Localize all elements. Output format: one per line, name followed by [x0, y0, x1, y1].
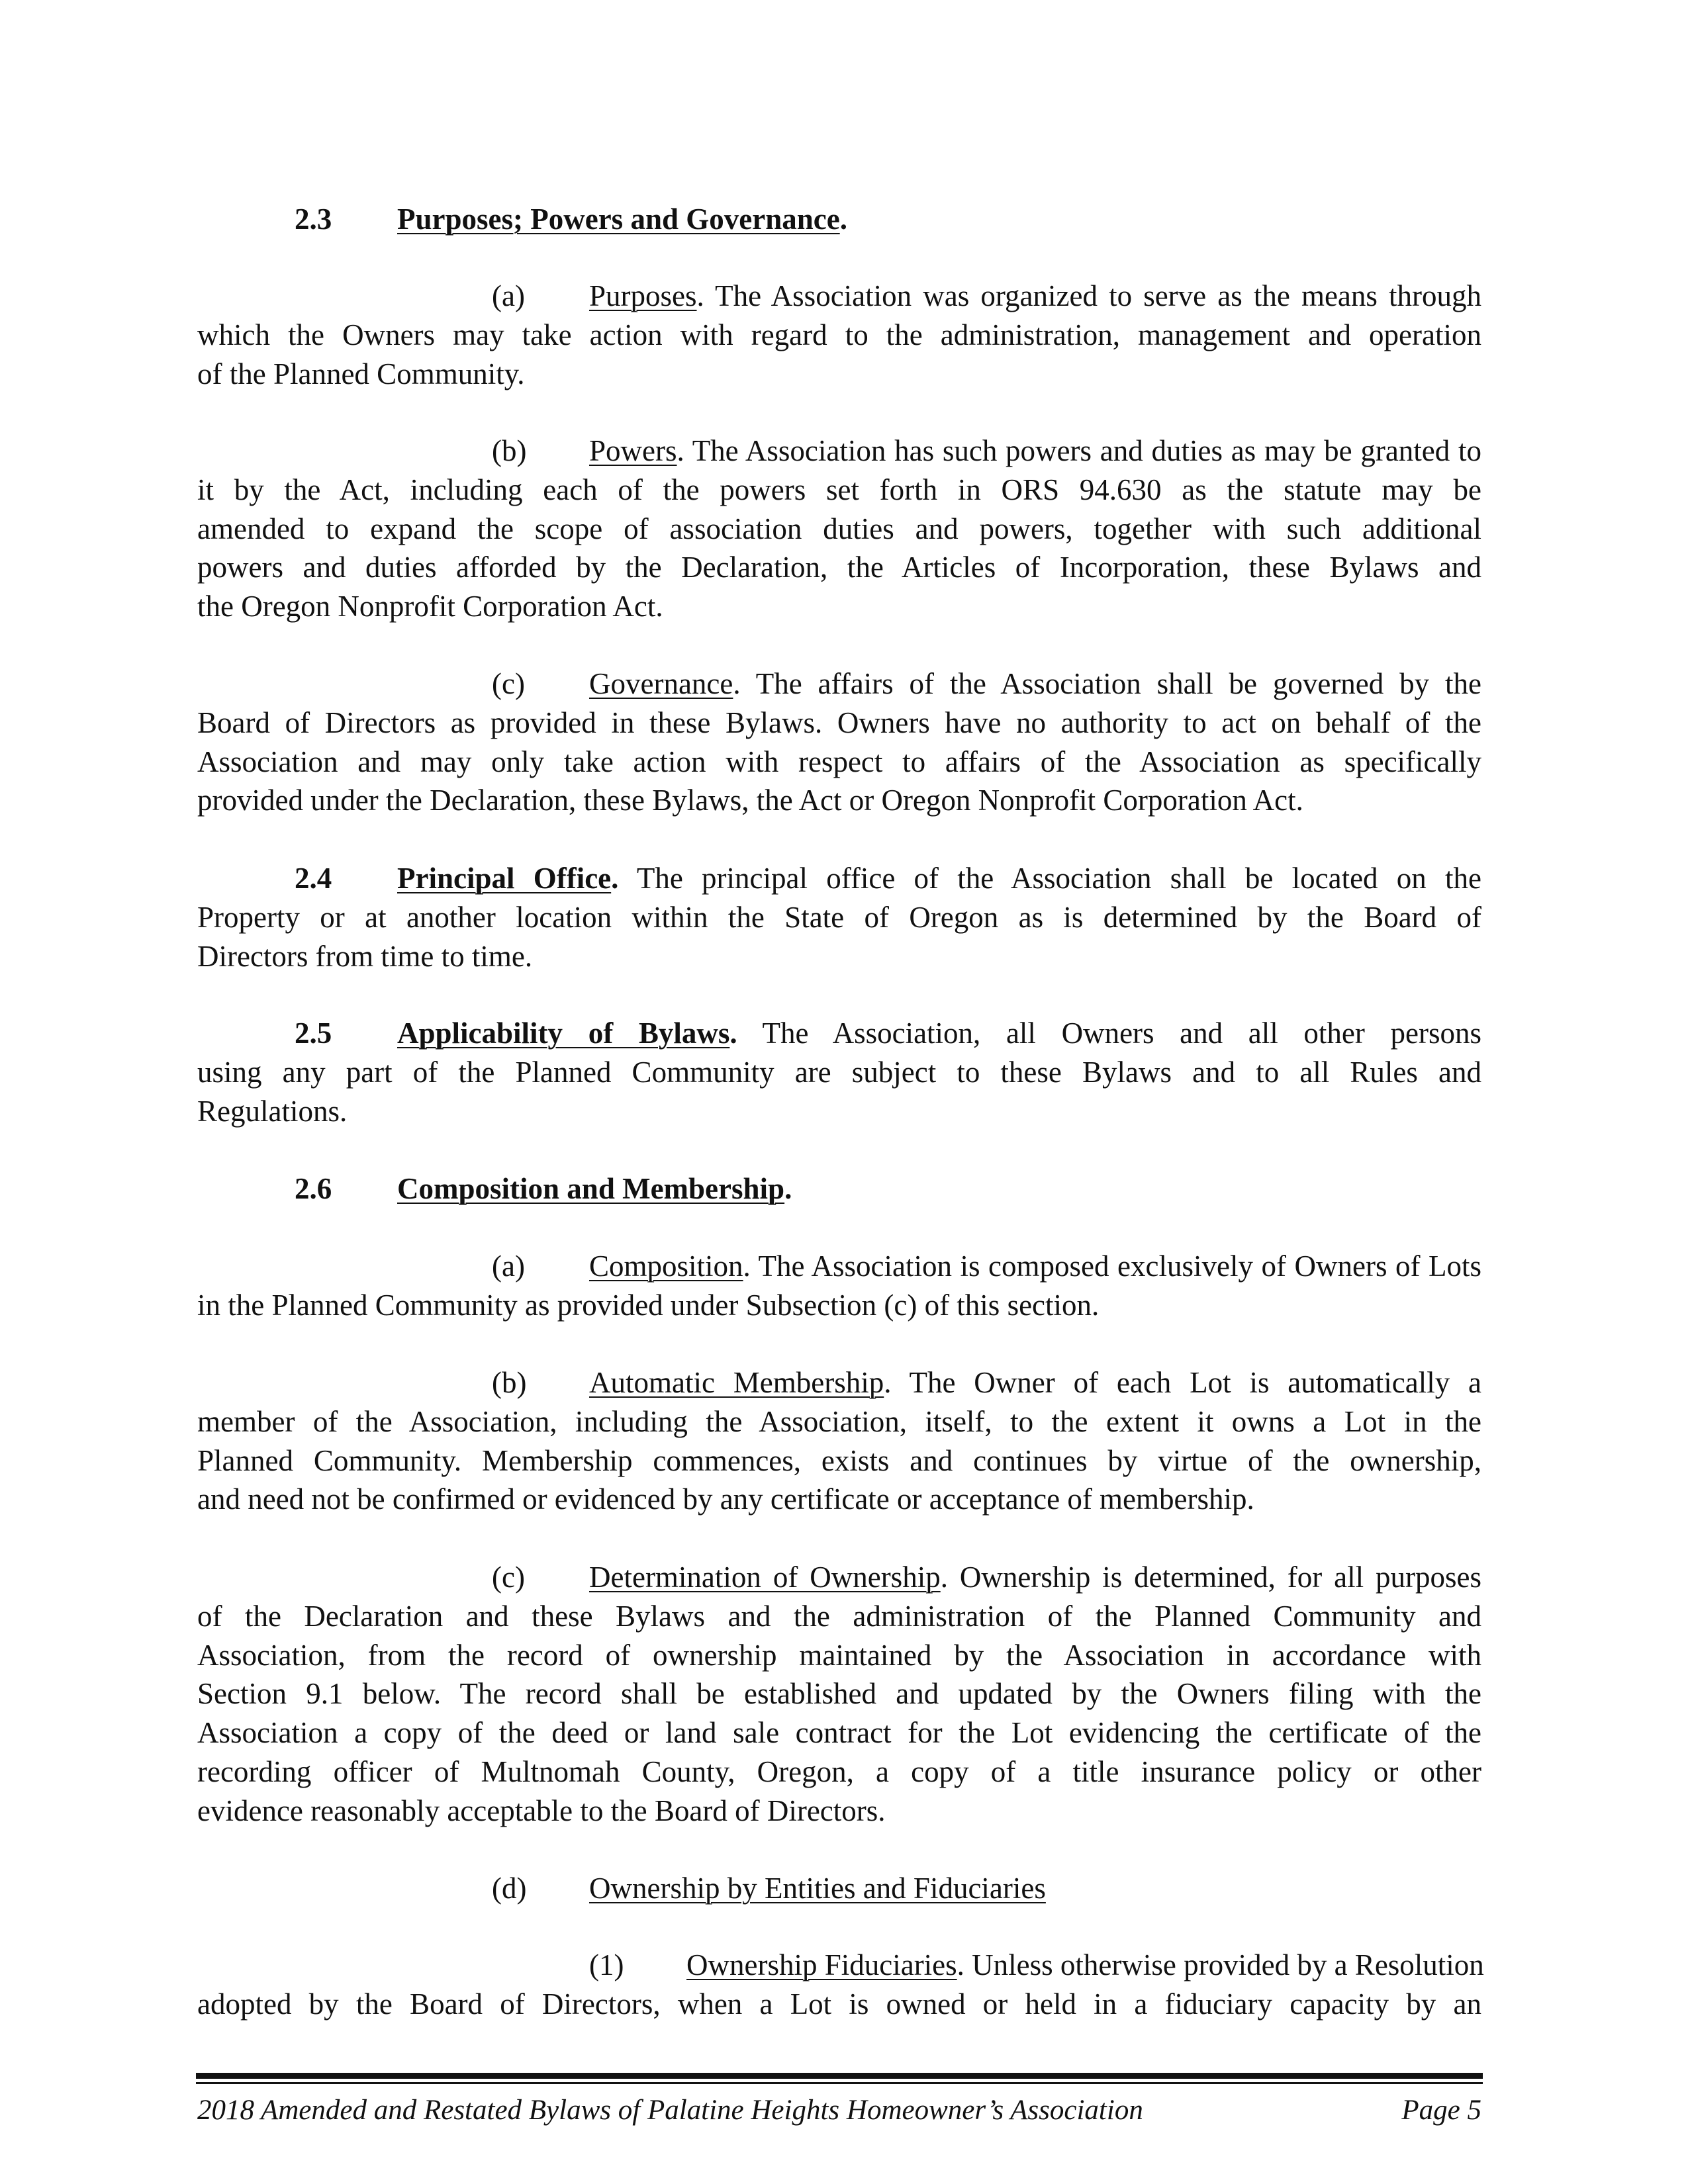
page-number: Page 5	[1401, 2095, 1481, 2126]
section-number: 2.5	[295, 1017, 332, 1050]
page-footer	[197, 2091, 1481, 2130]
section-title: Principal Office	[397, 862, 612, 895]
paragraph-2-6-a: (a) Composition. The Association is composed exclusively of Owners of Lots in the Planned Community as provided under Subsection (c) of this section.	[197, 1250, 1482, 1322]
subsection-title: Powers	[589, 434, 677, 467]
section-2-3-heading	[0, 200, 1688, 240]
paragraph-2-3-c: (c) Governance. The affairs of the Association shall be governed by the Board of Directors as provided in these Bylaws. Owners have no authority to act on behalf of the Association and may only take action with respect to affairs of the Association as specifically provided under the Declaration, these Bylaws, the Act or Oregon Nonprofit Corporation Act.	[197, 667, 1482, 817]
paragraph-2-3-a: (a) Purposes. The Association was organized to serve as the means through which the Owners may take action with regard to the administration, management and operation of the Planned Community.	[197, 279, 1482, 390]
subsection-title: Governance	[589, 667, 733, 700]
paragraph-2-6-c: (c) Determination of Ownership. Ownership is determined, for all purposes of the Declaration and these Bylaws and the administration of the Planned Community and Association, from the record of ownership maintained by the Association in accordance with Section 9.1 below. The record shall be established and updated by the Owners filing with the Association a copy of the deed or land sale contract for the Lot evidencing the certificate of the recording officer of Multnomah County, Oregon, a copy of a title insurance policy or other evidence reasonably acceptable to the Board of Directors.	[197, 1561, 1482, 1827]
section-number: 2.3	[295, 203, 332, 236]
paragraph-2-3-b: (b) Powers. The Association has such powers and duties as may be granted to it by the Act, including each of the powers set forth in ORS 94.630 as the statute may be amended to expand the scope of association duties and powers, together with such additional powers and duties afforded by the Declaration, the Articles of Incorporation, these Bylaws and the Oregon Nonprofit Corporation Act.	[197, 434, 1482, 623]
paragraph-2-6-b: (b) Automatic Membership. The Owner of each Lot is automatically a member of the Association, including the Association, itself, to the extent it owns a Lot in the Planned Community. Membership commences, exists and continues by virtue of the ownership, and need not be confirmed or evidenced by any certificate or acceptance of membership.	[197, 1366, 1481, 1516]
subsection-title: Ownership by Entities and Fiduciaries	[589, 1872, 1046, 1905]
subsection-title: Determination of Ownership	[589, 1561, 941, 1594]
footer-rule-thick	[196, 2073, 1483, 2079]
subsection-title: Composition	[589, 1250, 743, 1283]
paragraph-2-5: 2.5 Applicability of Bylaws. The Association, all Owners and all other persons using any part of the Planned Community are subject to these Bylaws and to all Rules and Regulations.	[197, 1014, 1481, 1130]
section-number: 2.6	[295, 1172, 332, 1205]
section-2-6-heading	[0, 1169, 1688, 1209]
footer-rule-thin	[196, 2082, 1483, 2084]
paragraph-2-6-d-1: (1) Ownership Fiduciaries. Unless otherwise provided by a Resolution adopted by the Board of Directors, when a Lot is owned or held in a fiduciary capacity by an	[197, 1948, 1484, 2021]
subsection-title: Purposes	[589, 279, 697, 312]
section-number: 2.4	[295, 862, 332, 895]
section-title: Purposes; Powers and Governance.	[397, 203, 847, 236]
section-title: Composition and Membership.	[397, 1172, 792, 1205]
paragraph-2-6-d: (d) Ownership by Entities and Fiduciaries	[492, 1872, 1046, 1905]
subsection-title: Automatic Membership	[589, 1366, 884, 1399]
section-title: Applicability of Bylaws	[397, 1017, 730, 1050]
paragraph-2-4: 2.4 Principal Office. The principal office of the Association shall be located on the Property or at another location within the State of Oregon as is determined by the Board of Directors from time to time.	[197, 859, 1481, 976]
subsection-title: Ownership Fiduciaries	[686, 1948, 957, 1981]
footer-title: 2018 Amended and Restated Bylaws of Palatine Heights Homeowner’s Association	[197, 2095, 1143, 2126]
